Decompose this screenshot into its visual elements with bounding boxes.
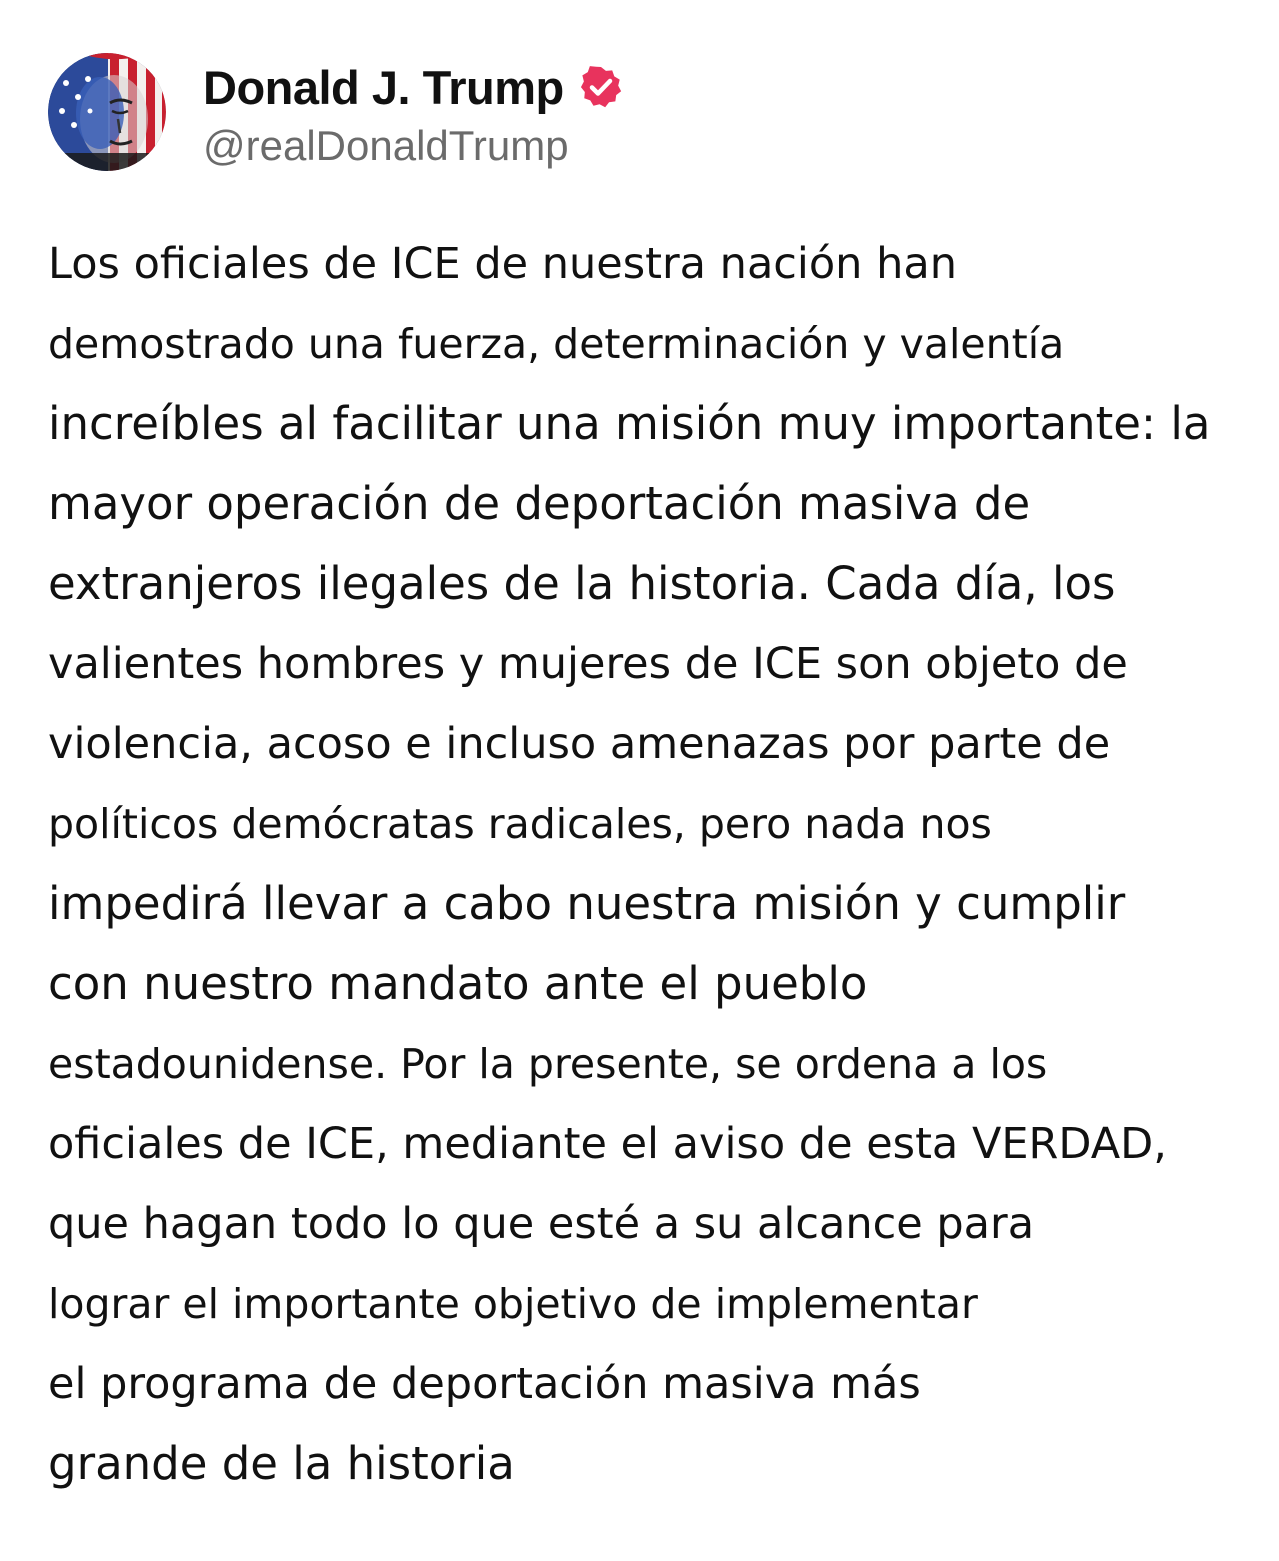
post-body-line: políticos demócratas radicales, pero nada nos <box>48 800 992 848</box>
post-body-line: el programa de deportación masiva más <box>48 1359 921 1409</box>
post-body-line: grande de la historia <box>48 1437 515 1490</box>
post-body <box>48 228 1228 1508</box>
post-body-line: oficiales de ICE, mediante el aviso de esta VERDAD, <box>48 1119 1167 1169</box>
post-body-line: valientes hombres y mujeres de ICE son objeto de <box>48 639 1128 689</box>
post-body-line: extranjeros ilegales de la historia. Cada día, los <box>48 557 1116 610</box>
post-body-line: increíbles al facilitar una misión muy importante: la <box>48 397 1211 450</box>
post-body-line: impedirá llevar a cabo nuestra misión y cumplir <box>48 877 1126 930</box>
author-display-name[interactable]: Donald J. Trump <box>203 60 564 114</box>
author-handle[interactable]: @realDonaldTrump <box>203 122 569 169</box>
verified-badge-icon <box>578 64 624 110</box>
post-body-line: demostrado una fuerza, determinación y valentía <box>48 320 1065 368</box>
post-body-line: con nuestro mandato ante el pueblo <box>48 957 868 1010</box>
author-identity <box>203 54 624 170</box>
post-body-line: Los oficiales de ICE de nuestra nación han <box>48 239 957 289</box>
post-body-line: lograr el importante objetivo de implementar <box>48 1280 978 1328</box>
flag-portrait-avatar-icon <box>48 53 166 171</box>
post-header <box>48 52 624 172</box>
post-body-line: estadounidense. Por la presente, se ordena a los <box>48 1040 1048 1088</box>
avatar[interactable] <box>48 53 166 171</box>
post-body-line: mayor operación de deportación masiva de <box>48 477 1031 530</box>
post-body-line: violencia, acoso e incluso amenazas por parte de <box>48 719 1111 769</box>
post-body-line: que hagan todo lo que esté a su alcance para <box>48 1199 1035 1249</box>
name-row <box>203 54 624 120</box>
